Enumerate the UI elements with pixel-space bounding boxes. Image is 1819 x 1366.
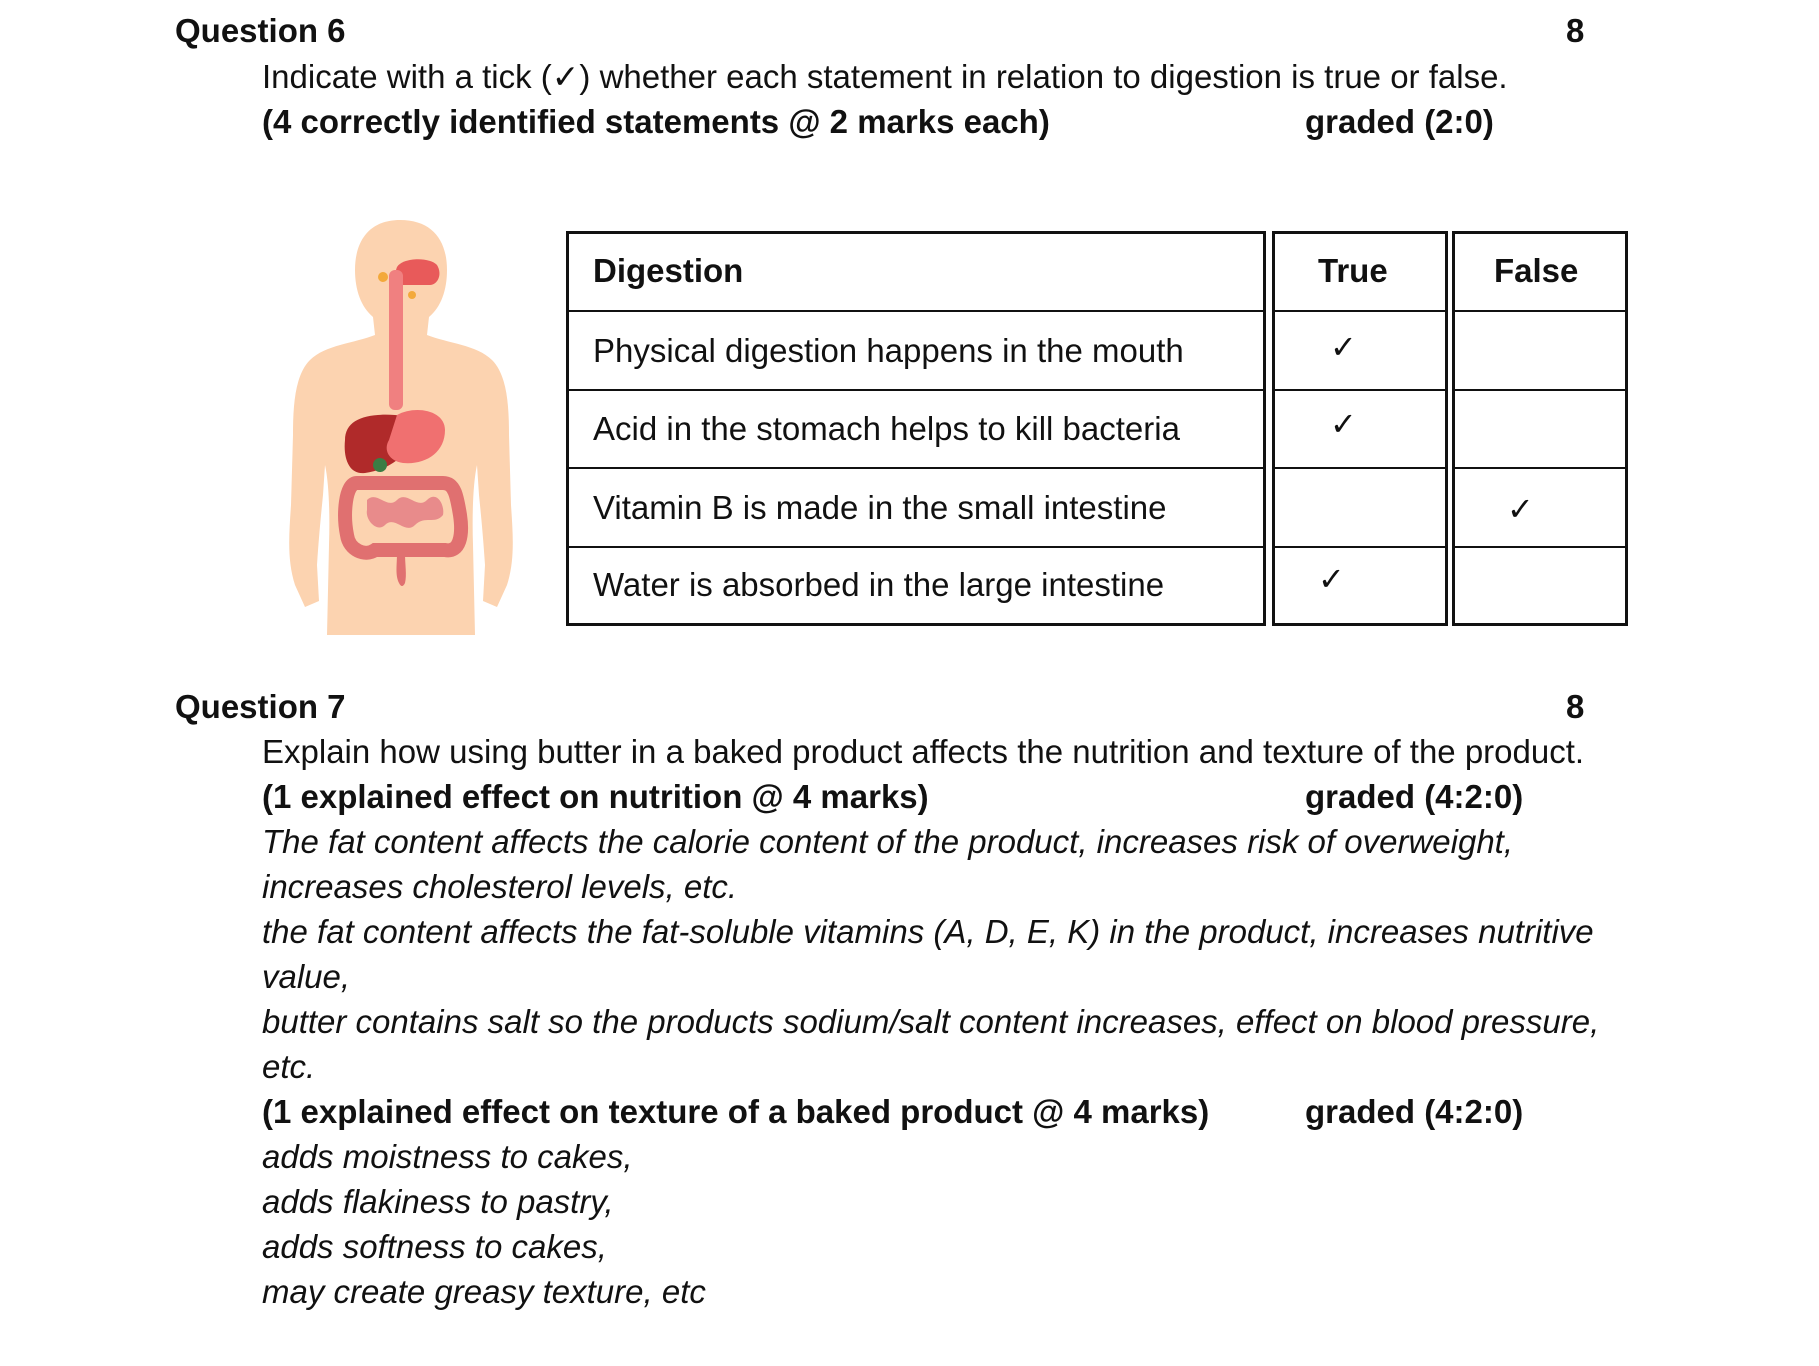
question-6-marks: 8 xyxy=(1566,12,1585,49)
tick-row-3-false: ✓ xyxy=(1507,490,1534,528)
question-7-criteria-nutrition: (1 explained effect on nutrition @ 4 marks) xyxy=(262,778,929,815)
esophagus xyxy=(389,270,403,410)
question-7-criteria-texture: (1 explained effect on texture of a baked product @ 4 marks) xyxy=(262,1093,1210,1130)
statement-row-2: Acid in the stomach helps to kill bacteria xyxy=(593,410,1180,447)
digestive-system-illustration xyxy=(285,215,515,635)
nutrition-line-1: The fat content affects the calorie content of the product, increases risk of overweight, xyxy=(262,823,1514,860)
nutrition-line-3: the fat content affects the fat-soluble vitamins (A, D, E, K) in the product, increases nutritive xyxy=(262,913,1594,950)
texture-line-2: adds flakiness to pastry, xyxy=(262,1183,614,1220)
false-column-box xyxy=(1452,231,1628,626)
question-6-title: Question 6 xyxy=(175,12,346,49)
statement-row-4: Water is absorbed in the large intestine xyxy=(593,566,1165,603)
nutrition-line-6: etc. xyxy=(262,1048,316,1085)
question-6-instruction: Indicate with a tick (✓) whether each statement in relation to digestion is true or false. xyxy=(262,58,1508,95)
statement-row-3: Vitamin B is made in the small intestine xyxy=(593,489,1167,526)
header-digestion: Digestion xyxy=(593,252,744,289)
gallbladder xyxy=(373,458,387,472)
nutrition-line-5: butter contains salt so the products sodium/salt content increases, effect on blood pressure, xyxy=(262,1003,1600,1040)
tick-row-1-true: ✓ xyxy=(1330,328,1357,366)
question-7-grading-nutrition: graded (4:2:0) xyxy=(1305,778,1524,815)
question-7-marks: 8 xyxy=(1566,688,1585,725)
header-true: True xyxy=(1318,252,1388,289)
salivary-gland-2 xyxy=(408,291,416,299)
question-6-criteria: (4 correctly identified statements @ 2 marks each) xyxy=(262,103,1050,140)
nutrition-line-2: increases cholesterol levels, etc. xyxy=(262,868,738,905)
tick-row-4-true: ✓ xyxy=(1318,560,1345,598)
tick-row-2-true: ✓ xyxy=(1330,405,1357,443)
header-false: False xyxy=(1494,252,1579,289)
statement-row-1: Physical digestion happens in the mouth xyxy=(593,332,1184,369)
true-column-box xyxy=(1272,231,1448,626)
nutrition-line-4: value, xyxy=(262,958,351,995)
texture-line-3: adds softness to cakes, xyxy=(262,1228,607,1265)
question-6-grading: graded (2:0) xyxy=(1305,103,1494,140)
texture-line-4: may create greasy texture, etc xyxy=(262,1273,706,1310)
texture-line-1: adds moistness to cakes, xyxy=(262,1138,633,1175)
question-7-instruction: Explain how using butter in a baked product affects the nutrition and texture of the product. xyxy=(262,733,1585,770)
question-7-title: Question 7 xyxy=(175,688,346,725)
salivary-gland xyxy=(378,272,388,282)
question-7-grading-texture: graded (4:2:0) xyxy=(1305,1093,1524,1130)
